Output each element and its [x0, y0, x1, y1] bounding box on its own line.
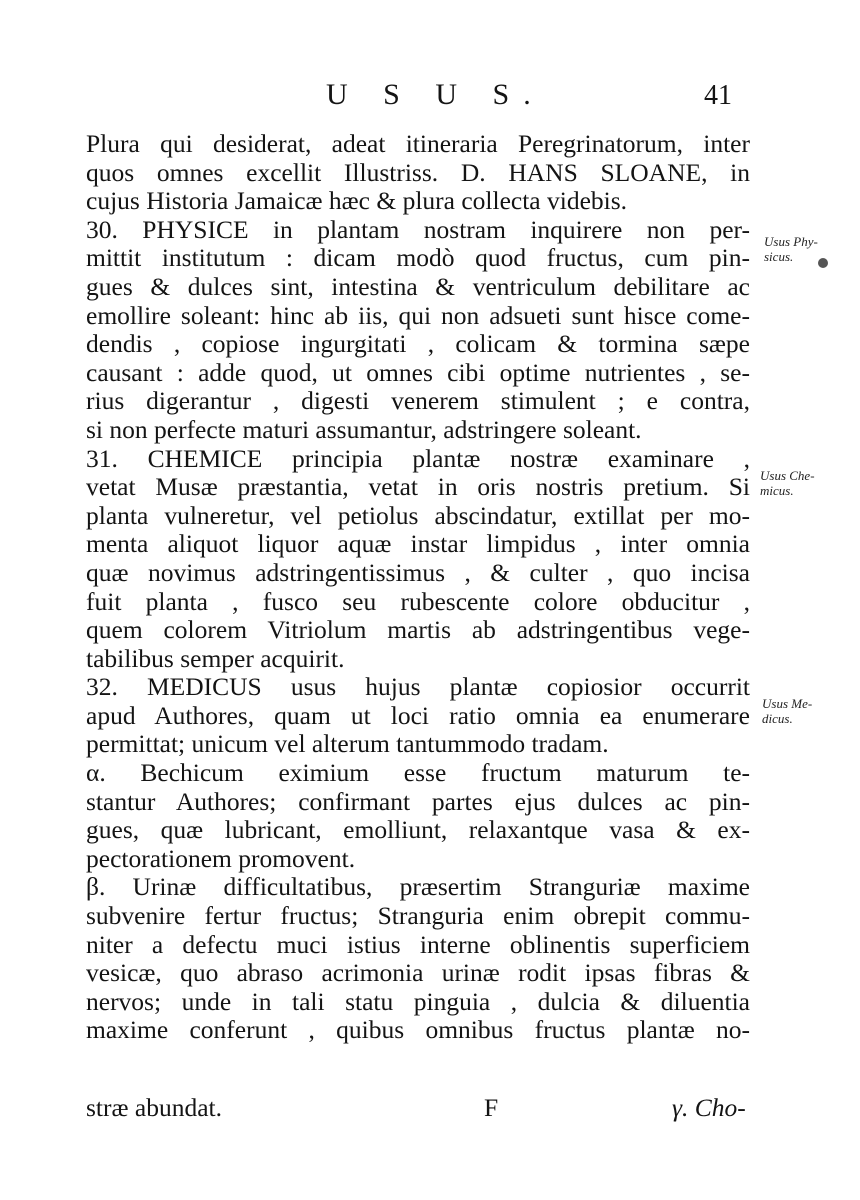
text-line: maxime conferunt , quibus omnibus fructus plantæ no- [86, 1015, 750, 1045]
text-line: cujus Historia Jamaicæ hæc & plura collecta videbis. [86, 186, 628, 216]
text-line: gues & dulces sint, intestina & ventriculum debilitare ac [86, 271, 750, 301]
running-head: U S U S. [326, 78, 545, 111]
text-line: causant : adde quod, ut omnes cibi optime nutrientes , se- [86, 357, 750, 387]
text-line: vesicæ, quo abraso acrimonia urinæ rodit ipsas fibras & [86, 958, 750, 988]
text-line: 30. PHYSICE in plantam nostram inquirere non per- [86, 214, 750, 244]
text-line: tabilibus semper acquirit. [86, 643, 345, 673]
text-line: 31. CHEMICE principia plantæ nostræ examinare , [86, 443, 750, 473]
page-number: 41 [704, 80, 732, 111]
text-line: apud Authores, quam ut loci ratio omnia ea enumerare [86, 700, 750, 730]
text-line: vetat Musæ præstantia, vetat in oris nostris pretium. Si [86, 472, 750, 502]
text-line: quæ novimus adstringentissimus , & culter , quo incisa [86, 557, 750, 587]
text-line: permittat; unicum vel alterum tantummodo tradam. [86, 729, 609, 759]
text-line: fuit planta , fusco seu rubescente colore obducitur , [86, 586, 750, 616]
text-line: si non perfecte maturi assumantur, adstringere soleant. [86, 414, 642, 444]
text-line: β. Urinæ difficultatibus, præsertim Stranguriæ maxime [86, 872, 750, 902]
final-line: stræ abundat. [86, 1093, 222, 1122]
body-text [86, 130, 750, 1045]
margin-note-physicus: Usus Phy- sicus. [764, 234, 818, 264]
text-line: rius digerantur , digesti venerem stimulent ; e contra, [86, 386, 750, 416]
text-line: stantur Authores; confirmant partes ejus dulces ac pin- [86, 786, 750, 816]
text-line: menta aliquot liquor aquæ instar limpidus , inter omnia [86, 529, 750, 559]
text-line: Plura qui desiderat, adeat itineraria Peregrinatorum, inter [86, 129, 750, 158]
text-line: dendis , copiose ingurgitati , colicam & tormina sæpe [86, 329, 750, 359]
text-line: α. Bechicum eximium esse fructum maturum te- [86, 758, 750, 788]
text-line: pectorationem promovent. [86, 843, 356, 873]
text-line: nervos; unde in tali statu pinguia , dulcia & diluentia [86, 986, 750, 1016]
text-line: mittit institutum : dicam modò quod fructus, cum pin- [86, 243, 750, 273]
text-line: niter a defectu muci istius interne oblinentis superficiem [86, 929, 750, 959]
text-line: gues, quæ lubricant, emolliunt, relaxantque vasa & ex- [86, 815, 750, 845]
text-line: 32. MEDICUS usus hujus plantæ copiosior occurrit [86, 672, 750, 702]
text-line: planta vulneretur, vel petiolus abscindatur, extillat per mo- [86, 500, 750, 530]
ink-spot [818, 258, 828, 268]
text-line: emollire soleant: hinc ab iis, qui non adsueti sunt hisce come- [86, 300, 750, 330]
text-line: quem colorem Vitriolum martis ab adstringentibus vege- [86, 615, 750, 645]
catchword: γ. Cho- [672, 1093, 746, 1122]
margin-note-medicus: Usus Me- dicus. [762, 696, 813, 726]
margin-note-chemicus: Usus Che- micus. [760, 468, 815, 498]
text-line: subvenire fertur fructus; Stranguria enim obrepit commu- [86, 901, 750, 931]
text-line: quos omnes excellit Illustriss. D. HANS SLOANE, in [86, 157, 750, 187]
signature-mark: F [484, 1093, 499, 1122]
